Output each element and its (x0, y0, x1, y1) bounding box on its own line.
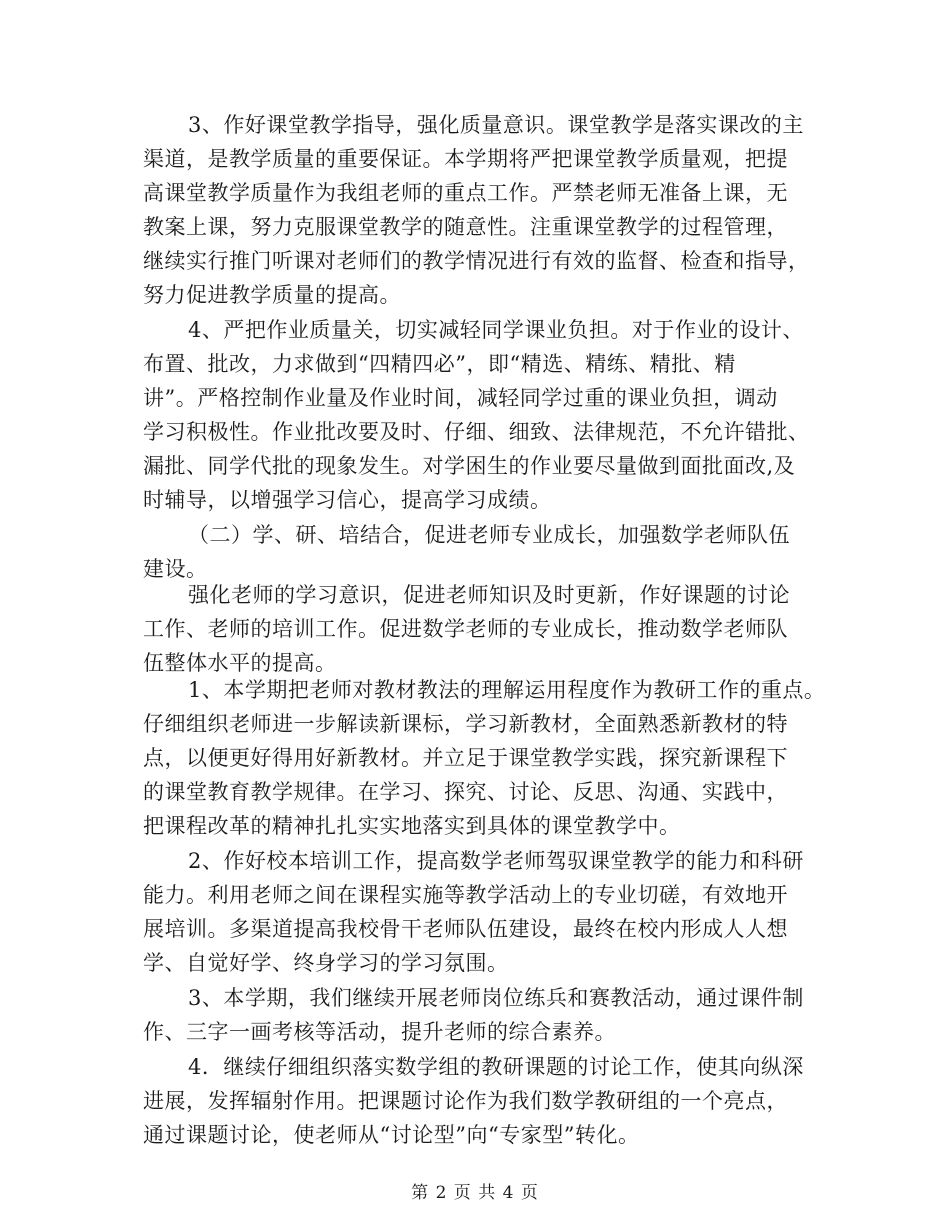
text-line: 渠道，是教学质量的重要保证。本学期将严把课堂教学质量观，把提 (143, 147, 788, 171)
text-line: 布置、批改，力求做到“四精四必”，即“精选、精练、精批、精 (143, 352, 736, 376)
text-line: 4、严把作业质量关，切实减轻同学课业负担。对于作业的设计、 (188, 318, 804, 342)
text-line: 3、作好课堂教学指导，强化质量意识。课堂教学是落实课改的主 (188, 113, 804, 137)
text-line: 建设。 (143, 557, 208, 581)
text-line: 3、本学期，我们继续开展老师岗位练兵和赛教活动，通过课件制 (188, 986, 804, 1010)
page-footer: 第 2 页 共 4 页 (411, 1183, 539, 1203)
text-line: 展培训。多渠道提高我校骨干老师队伍建设，最终在校内形成人人想 (143, 917, 788, 941)
text-line: 伍整体水平的提高。 (143, 651, 337, 675)
text-line: 作、三字一画考核等活动，提升老师的综合素养。 (143, 1020, 616, 1044)
text-line: 努力促进教学质量的提高。 (143, 283, 401, 307)
text-line: 2、作好校本培训工作，提高数学老师驾驭课堂教学的能力和科研 (188, 849, 804, 873)
text-line: 漏批、同学代批的现象发生。对学困生的作业要尽量做到面批面改,及 (143, 454, 796, 478)
text-line: 4．继续仔细组织落实数学组的教研课题的讨论工作，使其向纵深 (188, 1055, 804, 1079)
text-line: 工作、老师的培训工作。促进数学老师的专业成长，推动数学老师队 (143, 617, 788, 641)
text-line: 学习积极性。作业批改要及时、仔细、细致、法律规范，不允许错批、 (143, 420, 810, 444)
text-line: 通过课题讨论，使老师从“讨论型”向“专家型”转化。 (143, 1123, 640, 1147)
text-line: 继续实行推门听课对老师们的教学情况进行有效的监督、检查和指导， (143, 249, 810, 273)
text-line: 强化老师的学习意识，促进老师知识及时更新，作好课题的讨论 (188, 583, 790, 607)
text-line: 的课堂教育教学规律。在学习、探究、讨论、反思、沟通、实践中， (143, 780, 788, 804)
text-line: 1、本学期把老师对教材教法的理解运用程度作为教研工作的重点。 (188, 678, 826, 702)
text-line: 高课堂教学质量作为我组老师的重点工作。严禁老师无准备上课，无 (143, 181, 788, 205)
text-line: 仔细组织老师进一步解读新课标，学习新教材，全面熟悉新教材的特 (143, 712, 788, 736)
text-line: 学、自觉好学、终身学习的学习氛围。 (143, 951, 509, 975)
text-line: 能力。利用老师之间在课程实施等教学活动上的专业切磋，有效地开 (143, 883, 788, 907)
text-line: 教案上课，努力克服课堂教学的随意性。注重课堂教学的过程管理， (143, 215, 788, 239)
text-line: （二）学、研、培结合，促进老师专业成长，加强数学老师队伍 (188, 523, 790, 547)
text-line: 点，以便更好得用好新教材。并立足于课堂教学实践，探究新课程下 (143, 746, 788, 770)
text-line: 进展，发挥辐射作用。把课题讨论作为我们数学教研组的一个亮点， (143, 1089, 788, 1113)
text-line: 讲”。严格控制作业量及作业时间，减轻同学过重的课业负担，调动 (143, 386, 778, 410)
text-line: 把课程改革的精神扎扎实实地落实到具体的课堂教学中。 (143, 814, 681, 838)
text-line: 时辅导，以增强学习信心，提高学习成绩。 (143, 488, 552, 512)
